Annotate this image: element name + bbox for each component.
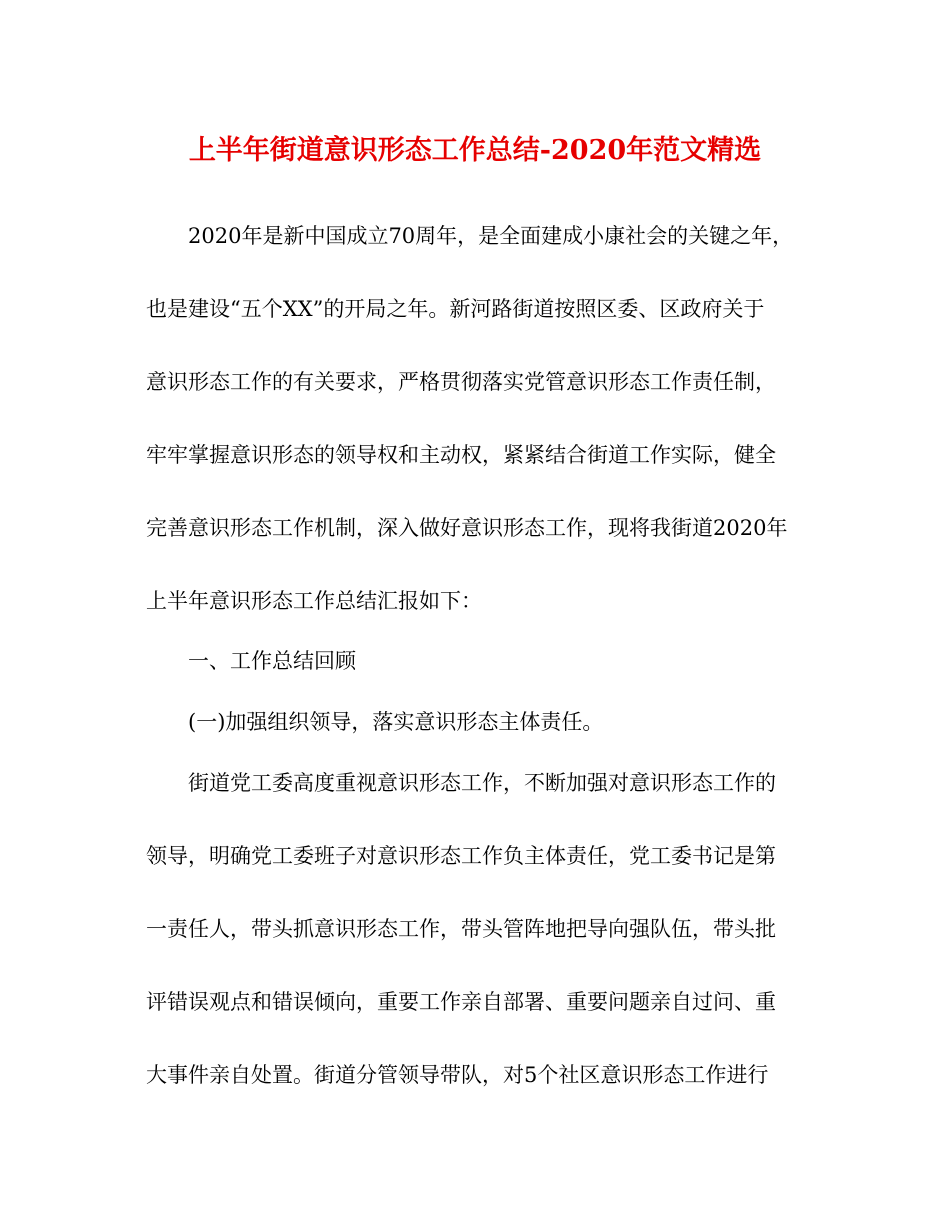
paragraph-line: 2020年是新中国成立70周年，是全面建成小康社会的关键之年，: [188, 224, 794, 248]
paragraph-line: 一责任人，带头抓意识形态工作，带头管阵地把导向强队伍，带头批: [146, 917, 776, 941]
paragraph-line: 领导，明确党工委班子对意识形态工作负主体责任，党工委书记是第: [146, 844, 776, 868]
paragraph-line: 大事件亲自处置。街道分管领导带队，对5个社区意识形态工作进行: [146, 1063, 769, 1087]
paragraph-line: 街道党工委高度重视意识形态工作，不断加强对意识形态工作的: [188, 771, 776, 795]
section-heading: 一、工作总结回顾: [188, 649, 356, 673]
paragraph-line: 完善意识形态工作机制，深入做好意识形态工作，现将我街道2020年: [146, 516, 788, 540]
paragraph-line: 评错误观点和错误倾向，重要工作亲自部署、重要问题亲自过问、重: [146, 990, 776, 1014]
subsection-heading: (一)加强组织领导，落实意识形态主体责任。: [188, 710, 604, 734]
paragraph-line: 上半年意识形态工作总结汇报如下：: [146, 589, 482, 613]
paragraph-line: 牢牢掌握意识形态的领导权和主动权，紧紧结合街道工作实际，健全: [146, 443, 776, 467]
document-title: 上半年街道意识形态工作总结-2020年范文精选: [188, 135, 762, 166]
paragraph-line: 也是建设“五个XX”的开局之年。新河路街道按照区委、区政府关于: [146, 297, 765, 321]
paragraph-line: 意识形态工作的有关要求，严格贯彻落实党管意识形态工作责任制，: [146, 370, 776, 394]
